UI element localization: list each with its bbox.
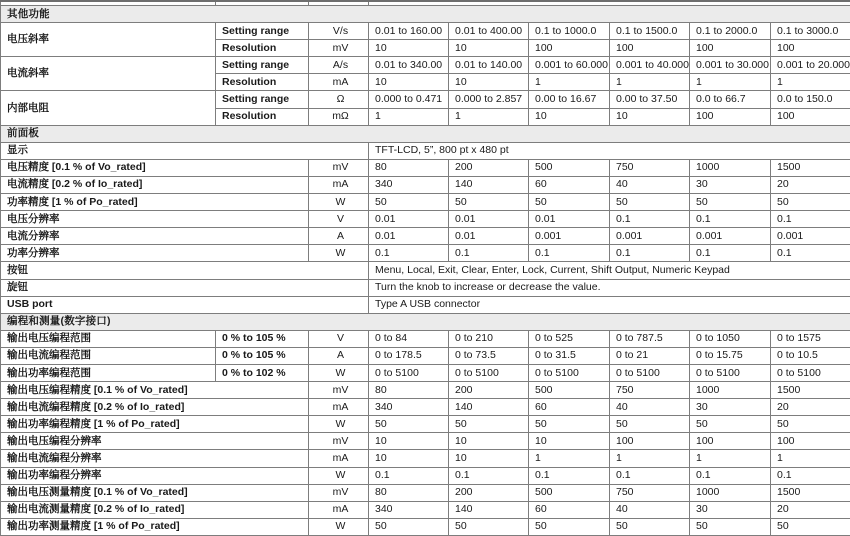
row-label: 输出电压编程精度 [0.1 % of Vo_rated] bbox=[1, 382, 309, 399]
value-cell: 50 bbox=[529, 416, 610, 433]
value-cell: 10 bbox=[449, 74, 529, 91]
value-cell: 50 bbox=[771, 194, 850, 211]
value-cell: 0.001 to 60.000 bbox=[529, 57, 610, 74]
text-value: TFT-LCD, 5”, 800 pt x 480 pt bbox=[369, 142, 850, 159]
value-cell: 0 to 21 bbox=[610, 347, 690, 364]
row-label: 内部电阻 bbox=[1, 91, 216, 125]
value-cell: 0 to 5100 bbox=[369, 364, 449, 381]
table-row bbox=[1, 382, 850, 399]
value-cell: 0 to 31.5 bbox=[529, 347, 610, 364]
unit-cell: mV bbox=[309, 40, 369, 57]
value-cell: 0.1 bbox=[529, 467, 610, 484]
value-cell: 10 bbox=[369, 74, 449, 91]
value-cell: 60 bbox=[529, 501, 610, 518]
value-cell: 50 bbox=[610, 194, 690, 211]
value-cell: 100 bbox=[771, 40, 850, 57]
value-cell: 750 bbox=[610, 382, 690, 399]
value-cell: 0.1 to 2000.0 bbox=[690, 23, 771, 40]
value-cell: 500 bbox=[529, 159, 610, 176]
table-row bbox=[1, 142, 850, 159]
value-cell: 500 bbox=[529, 484, 610, 501]
value-cell: 0.1 to 1500.0 bbox=[610, 23, 690, 40]
value-cell: 0 to 5100 bbox=[610, 364, 690, 381]
value-cell: 50 bbox=[449, 194, 529, 211]
value-cell: 0.01 to 400.00 bbox=[449, 23, 529, 40]
unit-cell: W bbox=[309, 467, 369, 484]
table-row bbox=[1, 91, 850, 108]
value-cell: 1000 bbox=[690, 484, 771, 501]
value-cell: 0 to 178.5 bbox=[369, 347, 449, 364]
row-label: 输出电压编程分辨率 bbox=[1, 433, 309, 450]
value-cell: 0.1 bbox=[610, 467, 690, 484]
row-label: 旋钮 bbox=[1, 279, 369, 296]
unit-cell: A bbox=[309, 347, 369, 364]
value-cell: 50 bbox=[449, 416, 529, 433]
value-cell: 10 bbox=[529, 108, 610, 125]
value-cell: 50 bbox=[690, 518, 771, 535]
section-row bbox=[1, 6, 850, 23]
value-cell: 30 bbox=[690, 501, 771, 518]
unit-cell: W bbox=[309, 245, 369, 262]
value-cell: 1 bbox=[449, 108, 529, 125]
value-cell: 50 bbox=[690, 194, 771, 211]
value-cell: 1 bbox=[690, 74, 771, 91]
unit-cell: V bbox=[309, 211, 369, 228]
value-cell: 0 to 5100 bbox=[771, 364, 850, 381]
value-cell: 0 to 15.75 bbox=[690, 347, 771, 364]
range-percent: 0 % to 102 % bbox=[216, 364, 309, 381]
value-cell: 0.0 to 150.0 bbox=[771, 91, 850, 108]
value-cell: 100 bbox=[771, 433, 850, 450]
unit-cell: mV bbox=[309, 382, 369, 399]
table-row bbox=[1, 450, 850, 467]
value-cell: 0 to 1575 bbox=[771, 330, 850, 347]
section-title: 其他功能 bbox=[1, 6, 850, 23]
value-cell: 1 bbox=[529, 74, 610, 91]
value-cell: 10 bbox=[449, 450, 529, 467]
unit-cell: mV bbox=[309, 484, 369, 501]
value-cell: 0.1 bbox=[690, 467, 771, 484]
value-cell: 0.000 to 0.471 bbox=[369, 91, 449, 108]
sub-label: Resolution bbox=[216, 74, 309, 91]
row-label: 输出功率编程范围 bbox=[1, 364, 216, 381]
table-row bbox=[1, 484, 850, 501]
value-cell: 340 bbox=[369, 501, 449, 518]
value-cell: 500 bbox=[529, 382, 610, 399]
value-cell: 0 to 10.5 bbox=[771, 347, 850, 364]
table-row bbox=[1, 194, 850, 211]
value-cell: 30 bbox=[690, 176, 771, 193]
value-cell: 50 bbox=[369, 518, 449, 535]
value-cell: 10 bbox=[449, 433, 529, 450]
value-cell: 0.001 bbox=[690, 228, 771, 245]
table-row bbox=[1, 279, 850, 296]
value-cell: 0.00 to 16.67 bbox=[529, 91, 610, 108]
row-label: 按钮 bbox=[1, 262, 369, 279]
value-cell: 10 bbox=[369, 433, 449, 450]
row-label: 显示 bbox=[1, 142, 369, 159]
value-cell: 50 bbox=[771, 518, 850, 535]
value-cell: 1 bbox=[610, 450, 690, 467]
value-cell: 1500 bbox=[771, 382, 850, 399]
value-cell: 80 bbox=[369, 484, 449, 501]
value-cell: 140 bbox=[449, 501, 529, 518]
value-cell: 80 bbox=[369, 382, 449, 399]
table-row bbox=[1, 330, 850, 347]
unit-cell: W bbox=[309, 364, 369, 381]
value-cell: 0 to 5100 bbox=[690, 364, 771, 381]
unit-cell: mA bbox=[309, 501, 369, 518]
value-cell: 1500 bbox=[771, 484, 850, 501]
unit-cell: mA bbox=[309, 74, 369, 91]
value-cell: 0.1 bbox=[771, 245, 850, 262]
table-row bbox=[1, 262, 850, 279]
value-cell: 50 bbox=[369, 416, 449, 433]
value-cell: 0.1 bbox=[771, 467, 850, 484]
row-label: 电压斜率 bbox=[1, 23, 216, 57]
value-cell: 20 bbox=[771, 176, 850, 193]
value-cell: 0.1 bbox=[690, 245, 771, 262]
value-cell: 0.01 bbox=[449, 211, 529, 228]
value-cell: 0.00 to 37.50 bbox=[610, 91, 690, 108]
table-row bbox=[1, 159, 850, 176]
value-cell: 0.1 bbox=[369, 467, 449, 484]
text-value: Menu, Local, Exit, Clear, Enter, Lock, Current, Shift Output, Numeric Keypad bbox=[369, 262, 850, 279]
table-row bbox=[1, 416, 850, 433]
value-cell: 0.1 bbox=[690, 211, 771, 228]
sub-label: Resolution bbox=[216, 108, 309, 125]
table-row bbox=[1, 467, 850, 484]
value-cell: 50 bbox=[610, 416, 690, 433]
value-cell: 1 bbox=[369, 108, 449, 125]
value-cell: 200 bbox=[449, 484, 529, 501]
table-row bbox=[1, 518, 850, 535]
unit-cell: W bbox=[309, 518, 369, 535]
unit-cell: W bbox=[309, 416, 369, 433]
value-cell: 1 bbox=[610, 74, 690, 91]
value-cell: 50 bbox=[690, 416, 771, 433]
table-row bbox=[1, 245, 850, 262]
unit-cell: Ω bbox=[309, 91, 369, 108]
value-cell: 0.001 bbox=[529, 228, 610, 245]
value-cell: 0.001 to 40.000 bbox=[610, 57, 690, 74]
unit-cell: V bbox=[309, 330, 369, 347]
row-label: 输出电流编程分辨率 bbox=[1, 450, 309, 467]
value-cell: 100 bbox=[529, 40, 610, 57]
sub-label: Setting range bbox=[216, 57, 309, 74]
row-label: 电压精度 [0.1 % of Vo_rated] bbox=[1, 159, 309, 176]
value-cell: 0 to 5100 bbox=[449, 364, 529, 381]
value-cell: 50 bbox=[771, 416, 850, 433]
row-label: 输出电流编程精度 [0.2 % of Io_rated] bbox=[1, 399, 309, 416]
value-cell: 80 bbox=[369, 159, 449, 176]
value-cell: 1 bbox=[529, 450, 610, 467]
value-cell: 100 bbox=[610, 433, 690, 450]
value-cell: 0.1 bbox=[610, 245, 690, 262]
value-cell: 0.001 to 20.000 bbox=[771, 57, 850, 74]
table-row bbox=[1, 23, 850, 40]
value-cell: 50 bbox=[610, 518, 690, 535]
value-cell: 0 to 5100 bbox=[529, 364, 610, 381]
value-cell: 0.1 bbox=[771, 211, 850, 228]
value-cell: 0 to 210 bbox=[449, 330, 529, 347]
unit-cell: mA bbox=[309, 176, 369, 193]
value-cell: 0.001 bbox=[610, 228, 690, 245]
value-cell: 0.001 bbox=[771, 228, 850, 245]
value-cell: 0 to 525 bbox=[529, 330, 610, 347]
value-cell: 0.01 to 340.00 bbox=[369, 57, 449, 74]
row-label: 输出功率编程精度 [1 % of Po_rated] bbox=[1, 416, 309, 433]
section-title: 编程和测量(数字接口) bbox=[1, 313, 850, 330]
value-cell: 10 bbox=[369, 40, 449, 57]
sub-label: Setting range bbox=[216, 91, 309, 108]
value-cell: 0.0 to 66.7 bbox=[690, 91, 771, 108]
value-cell: 0.01 bbox=[529, 211, 610, 228]
spec-table-body bbox=[1, 1, 850, 535]
value-cell: 60 bbox=[529, 399, 610, 416]
value-cell: 100 bbox=[610, 40, 690, 57]
row-label: 电压分辨率 bbox=[1, 211, 309, 228]
value-cell: 10 bbox=[449, 40, 529, 57]
sub-label: Setting range bbox=[216, 23, 309, 40]
unit-cell: A/s bbox=[309, 57, 369, 74]
value-cell: 0.01 bbox=[369, 228, 449, 245]
unit-cell: V/s bbox=[309, 23, 369, 40]
table-row bbox=[1, 176, 850, 193]
value-cell: 0 to 1050 bbox=[690, 330, 771, 347]
row-label: USB port bbox=[1, 296, 369, 313]
unit-cell: A bbox=[309, 228, 369, 245]
row-label: 输出功率编程分辨率 bbox=[1, 467, 309, 484]
value-cell: 0 to 73.5 bbox=[449, 347, 529, 364]
sub-label: Resolution bbox=[216, 40, 309, 57]
value-cell: 0.01 to 160.00 bbox=[369, 23, 449, 40]
value-cell: 340 bbox=[369, 399, 449, 416]
value-cell: 750 bbox=[610, 484, 690, 501]
value-cell: 40 bbox=[610, 176, 690, 193]
unit-cell: mA bbox=[309, 450, 369, 467]
range-percent: 0 % to 105 % bbox=[216, 347, 309, 364]
text-value: Turn the knob to increase or decrease the value. bbox=[369, 279, 850, 296]
row-label: 输出电流测量精度 [0.2 % of Io_rated] bbox=[1, 501, 309, 518]
value-cell: 0.000 to 2.857 bbox=[449, 91, 529, 108]
text-value: Type A USB connector bbox=[369, 296, 850, 313]
value-cell: 30 bbox=[690, 399, 771, 416]
value-cell: 50 bbox=[369, 194, 449, 211]
value-cell: 1000 bbox=[690, 382, 771, 399]
unit-cell: mΩ bbox=[309, 108, 369, 125]
value-cell: 0.01 bbox=[449, 228, 529, 245]
value-cell: 100 bbox=[771, 108, 850, 125]
value-cell: 10 bbox=[369, 450, 449, 467]
row-label: 功率精度 [1 % of Po_rated] bbox=[1, 194, 309, 211]
value-cell: 0.1 bbox=[369, 245, 449, 262]
row-label: 电流分辨率 bbox=[1, 228, 309, 245]
section-row bbox=[1, 125, 850, 142]
value-cell: 0.1 bbox=[449, 245, 529, 262]
value-cell: 1 bbox=[771, 450, 850, 467]
unit-cell: mA bbox=[309, 399, 369, 416]
value-cell: 200 bbox=[449, 159, 529, 176]
table-row bbox=[1, 399, 850, 416]
table-row bbox=[1, 57, 850, 74]
unit-cell: W bbox=[309, 194, 369, 211]
value-cell: 0.1 bbox=[529, 245, 610, 262]
table-row bbox=[1, 347, 850, 364]
row-label: 输出电压测量精度 [0.1 % of Vo_rated] bbox=[1, 484, 309, 501]
row-label: 输出功率测量精度 [1 % of Po_rated] bbox=[1, 518, 309, 535]
value-cell: 50 bbox=[529, 518, 610, 535]
value-cell: 1 bbox=[771, 74, 850, 91]
row-label: 电流精度 [0.2 % of Io_rated] bbox=[1, 176, 309, 193]
value-cell: 100 bbox=[690, 108, 771, 125]
value-cell: 10 bbox=[610, 108, 690, 125]
value-cell: 0.001 to 30.000 bbox=[690, 57, 771, 74]
row-label: 电流斜率 bbox=[1, 57, 216, 91]
value-cell: 50 bbox=[529, 194, 610, 211]
value-cell: 10 bbox=[529, 433, 610, 450]
table-row bbox=[1, 228, 850, 245]
value-cell: 20 bbox=[771, 501, 850, 518]
section-row bbox=[1, 313, 850, 330]
value-cell: 0 to 84 bbox=[369, 330, 449, 347]
table-row bbox=[1, 364, 850, 381]
unit-cell: mV bbox=[309, 433, 369, 450]
value-cell: 0.1 to 1000.0 bbox=[529, 23, 610, 40]
value-cell: 140 bbox=[449, 399, 529, 416]
table-row bbox=[1, 296, 850, 313]
value-cell: 20 bbox=[771, 399, 850, 416]
value-cell: 1 bbox=[690, 450, 771, 467]
value-cell: 1000 bbox=[690, 159, 771, 176]
table-row bbox=[1, 501, 850, 518]
value-cell: 50 bbox=[449, 518, 529, 535]
value-cell: 0.01 to 140.00 bbox=[449, 57, 529, 74]
section-title: 前面板 bbox=[1, 125, 850, 142]
value-cell: 60 bbox=[529, 176, 610, 193]
unit-cell: mV bbox=[309, 159, 369, 176]
value-cell: 1500 bbox=[771, 159, 850, 176]
value-cell: 200 bbox=[449, 382, 529, 399]
row-label: 输出电流编程范围 bbox=[1, 347, 216, 364]
value-cell: 100 bbox=[690, 40, 771, 57]
value-cell: 140 bbox=[449, 176, 529, 193]
value-cell: 0.1 bbox=[610, 211, 690, 228]
value-cell: 340 bbox=[369, 176, 449, 193]
value-cell: 40 bbox=[610, 501, 690, 518]
row-label: 输出电压编程范围 bbox=[1, 330, 216, 347]
value-cell: 0.01 bbox=[369, 211, 449, 228]
value-cell: 100 bbox=[690, 433, 771, 450]
value-cell: 0 to 787.5 bbox=[610, 330, 690, 347]
table-row bbox=[1, 211, 850, 228]
row-label: 功率分辨率 bbox=[1, 245, 309, 262]
value-cell: 0.1 bbox=[449, 467, 529, 484]
value-cell: 40 bbox=[610, 399, 690, 416]
value-cell: 750 bbox=[610, 159, 690, 176]
range-percent: 0 % to 105 % bbox=[216, 330, 309, 347]
table-row bbox=[1, 433, 850, 450]
value-cell: 0.1 to 3000.0 bbox=[771, 23, 850, 40]
